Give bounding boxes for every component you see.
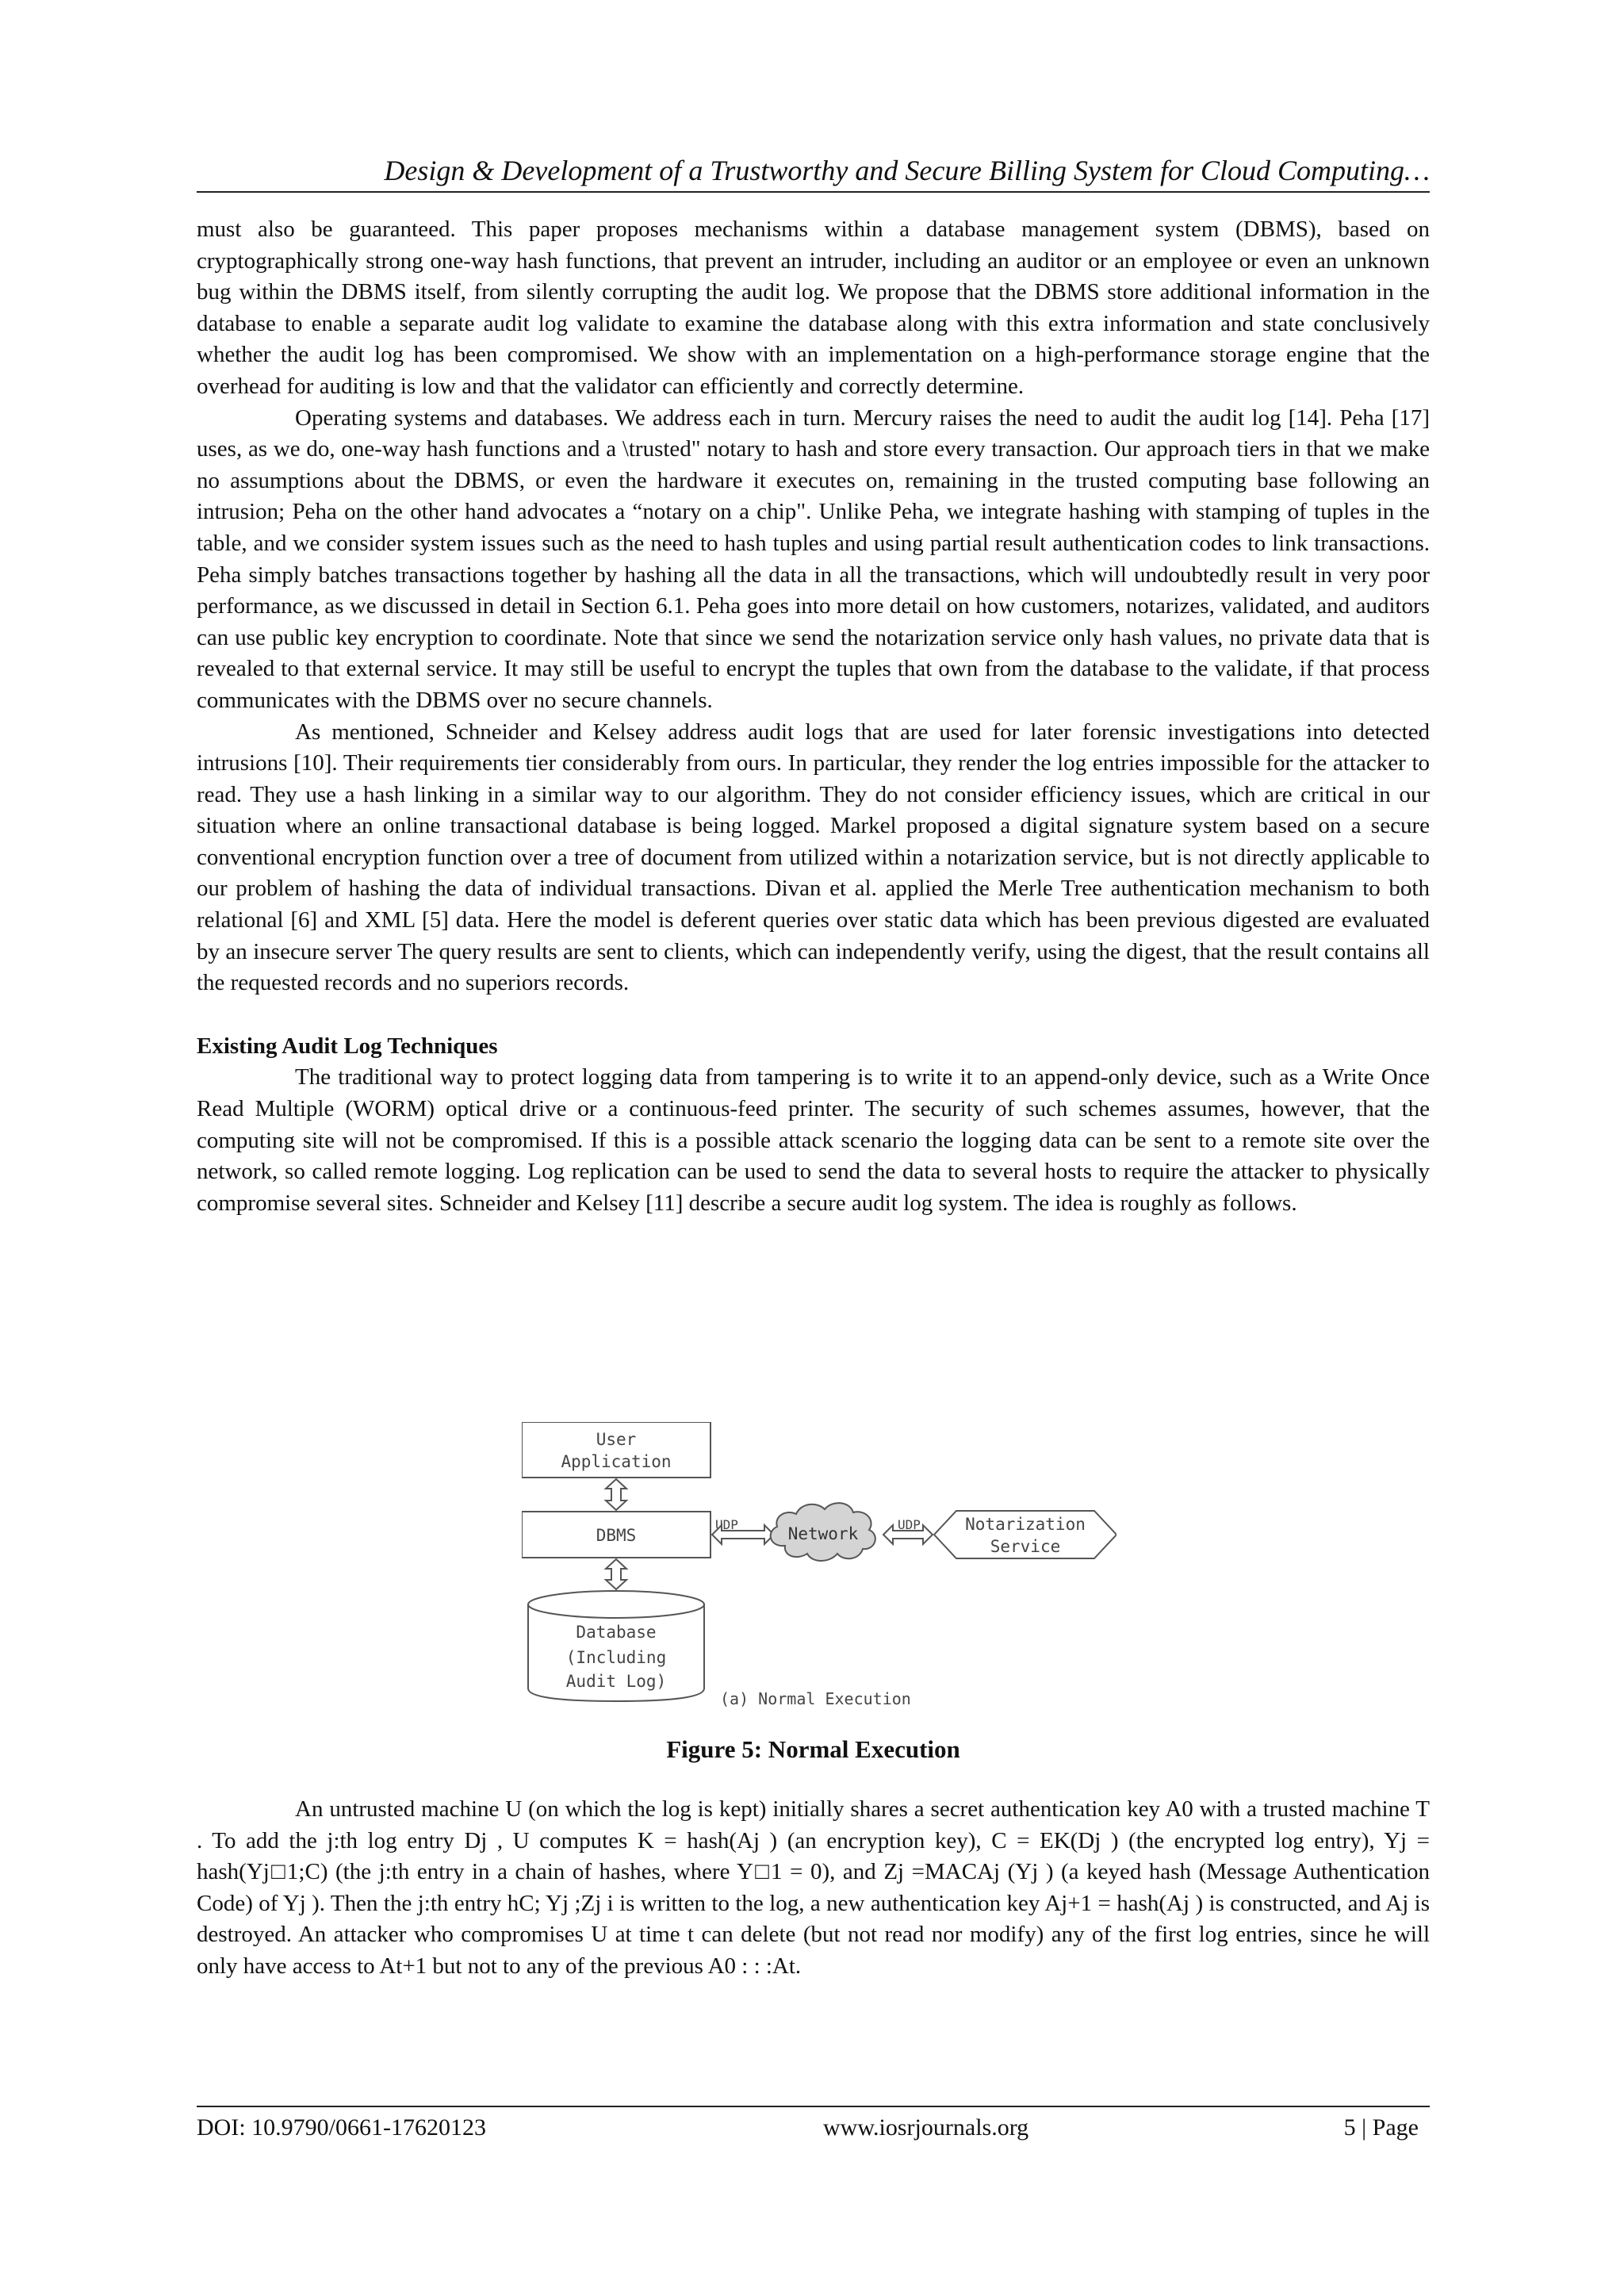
double-arrow-dbms-network (712, 1525, 774, 1544)
footer-website: www.iosrjournals.org (823, 2114, 1029, 2141)
header-rule (197, 191, 1430, 193)
section-heading: Existing Audit Log Techniques (197, 1033, 498, 1059)
network-label: Network (787, 1524, 859, 1543)
body-text (197, 214, 1430, 1219)
figure-normal-execution (522, 1422, 1116, 1708)
udp-right-label: UDP (898, 1517, 921, 1532)
notary-label-1: Notarization (965, 1515, 1086, 1534)
post-figure-text (197, 1794, 1430, 1983)
footer-page-number: 5 | Page (1343, 2114, 1419, 2141)
figure-caption: Figure 5: Normal Execution (666, 1735, 960, 1763)
database-cylinder-top (528, 1591, 704, 1618)
database-label-2: (Including (565, 1648, 667, 1667)
section-paragraph: The traditional way to protect logging data from tampering is to write it to an append-only device, such as a Write Once Read Multiple (WORM) optical drive or a continuous-feed printer. The security of such schemes assumes, however, that the computing site will not be compromised. If this is a possible attack scenario the logging data can be sent to a remote site over the network, so called remote logging. Log replication can be used to send the data to several hosts to require the attacker to physically compromise several sites. Schneider and Kelsey [11] describe a secure audit log system. The idea is roughly as follows. (197, 1064, 1430, 1216)
paper-page (197, 0, 1430, 2296)
database-label-3: Audit Log) (565, 1672, 667, 1691)
footer-doi: DOI: 10.9790/0661-17620123 (197, 2114, 486, 2141)
figure-diagram (522, 1422, 1116, 1708)
paragraph-2: Operating systems and databases. We address each in turn. Mercury raises the need to audit the audit log [14]. Peha [17] uses, as we do, one-way hash functions and a \trusted" notary to hash and store every transaction. Our approach tiers in that we make no assumptions about the DBMS, or even the hardware it executes on, remaining in the trusted computing base following an intrusion; Peha on the other hand advocates a “notary on a chip". Unlike Peha, we integrate hashing with stamping of tuples in the table, and we consider system issues such as the need to hash tuples and using partial result authentication codes to link transactions. Peha simply batches transactions together by hashing all the data in all the transactions, which will undoubtedly result in very poor performance, as we discussed in detail in Section 6.1. Peha goes into more detail on how customers, notarizes, validated, and auditors can use public key encryption to coordinate. Note that since we send the notarization service only hash values, no private data that is revealed to that external service. It may still be useful to encrypt the tuples that own from the database to the validate, if that process communicates with the DBMS over no secure channels. (197, 404, 1430, 713)
double-arrow-vertical-top (606, 1479, 626, 1510)
dbms-label: DBMS (596, 1526, 637, 1545)
footer-rule (197, 2106, 1430, 2107)
notary-label-2: Service (990, 1537, 1061, 1556)
paragraph-3: As mentioned, Schneider and Kelsey address audit logs that are used for later forensic investigations into detected intrusions [10]. Their requirements tier considerably from ours. In particular, they render the log entries impossible for the attacker to read. They use a hash linking in a similar way to our algorithm. They do not consider efficiency issues, which are critical in our situation where an online transactional database is being logged. Markel proposed a digital signature system based on a secure conventional encryption function over a tree of document from utilized within a notarization service, but is not directly applicable to our problem of hashing the data of individual transactions. Divan et al. applied the Merle Tree authentication mechanism to both relational [6] and XML [5] data. Here the model is deferent queries over static data which has been previous digested are evaluated by an insecure server The query results are sent to clients, which can independently verify, using the digest, that the result contains all the requested records and no superiors records. (197, 719, 1430, 996)
paragraph-1: must also be guaranteed. This paper proposes mechanisms within a database management system (DBMS), based on cryptographically strong one-way hash functions, that prevent an intruder, including an auditor or an employee or even an unknown bug within the DBMS itself, from silently corrupting the audit log. We propose that the DBMS store additional information in the database to enable a separate audit log validate to examine the database along with this extra information and state conclusively whether the audit log has been compromised. We show with an implementation on a high-performance storage engine that the overhead for auditing is low and that the validator can efficiently and correctly determine. (197, 217, 1430, 399)
figure-subcaption: (a) Normal Execution (720, 1689, 911, 1708)
database-label-1: Database (576, 1623, 657, 1642)
user-app-label-2: Application (561, 1452, 672, 1471)
double-arrow-vertical-bottom (606, 1559, 626, 1589)
paragraph-after-figure: An untrusted machine U (on which the log is kept) initially shares a secret authentication key A0 with a trusted machine T . To add the j:th log entry Dj , U computes K = hash(Aj ) (an encryption key), C = EK(Dj ) (the encrypted log entry), Yj = hash(Yj□1;C) (the j:th entry in a chain of hashes, where Y□1 = 0), and Zj =MACAj (Yj ) (a keyed hash (Message Authentication Code) of Yj ). Then the j:th entry hC; Yj ;Zj i is written to the log, a new authentication key Aj+1 = hash(Aj ) is constructed, and Aj is destroyed. An attacker who compromises U at time t can delete (but not read nor modify) any of the first log entries, since he will only have access to At+1 but not to any of the previous A0 : : :At. (197, 1796, 1430, 1979)
running-header: Design & Development of a Trustworthy and Secure Billing System for Cloud Computing… (384, 155, 1430, 186)
udp-left-label: UDP (715, 1517, 738, 1532)
user-app-label-1: User (596, 1430, 637, 1449)
